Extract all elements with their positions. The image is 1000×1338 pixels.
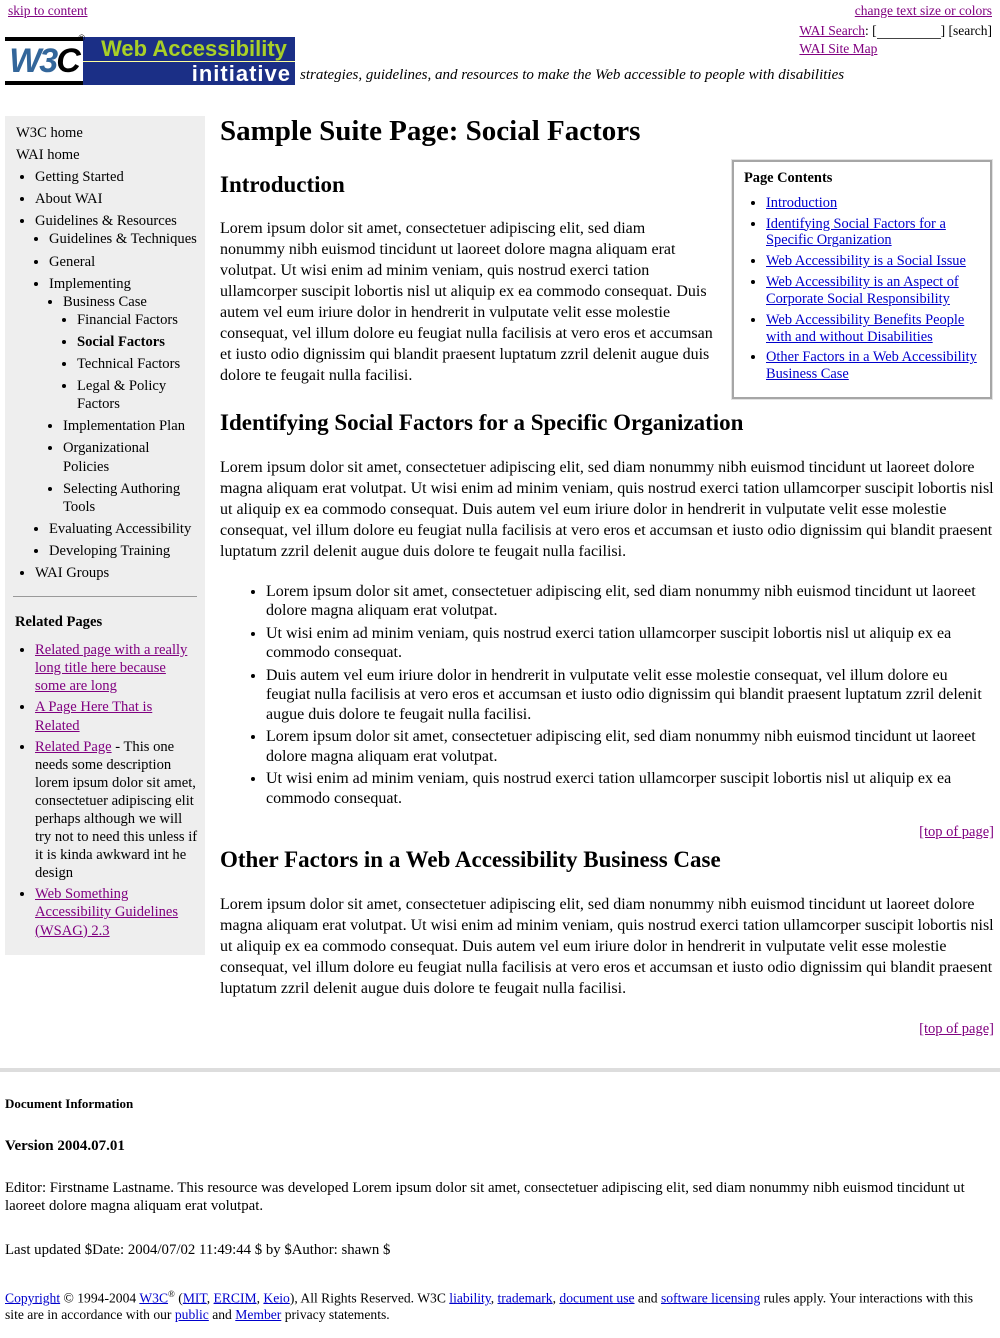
bullet-item: • Lorem ipsum dolor sit amet, consectetuer adipiscing elit, sed diam nonummy nibh euismod tincidunt ut laoreet dolore magna aliquam erat volutpat.	[266, 582, 994, 621]
related-pages-section	[11, 613, 199, 940]
wai-banner-line1: Web Accessibility	[101, 36, 287, 61]
mit-link[interactable]: MIT	[182, 1290, 207, 1306]
sidebar-item-implementing[interactable]	[49, 275, 199, 516]
sidebar-item-selecting-authoring-tools[interactable]	[63, 480, 199, 516]
copyright-text: ,	[552, 1290, 560, 1306]
home-links	[11, 124, 199, 164]
toc-item	[766, 349, 980, 383]
liability-link[interactable]: liability	[449, 1290, 491, 1306]
w3c-logo-w3: W3	[9, 41, 57, 80]
related-page-link[interactable]: Related Page	[35, 738, 112, 755]
sidebar-nav-list	[11, 168, 199, 582]
related-page-item	[35, 698, 199, 734]
registered-mark-icon: ®	[168, 1288, 175, 1299]
logo-row	[5, 33, 845, 86]
sidebar-sublist	[35, 230, 199, 560]
document-information-heading: Document Information	[5, 1095, 134, 1111]
bullet-item: • Ut wisi enim ad minim veniam, quis nostrud exerci tation ullamcorper suscipit lobortis nisl ut aliquip ex ea commodo consequat.	[266, 769, 994, 808]
sidebar-divider	[13, 596, 197, 597]
copyright-link[interactable]: Copyright	[5, 1290, 61, 1306]
top-of-page-link[interactable]: [top of page]	[919, 1020, 994, 1037]
identifying-bullet-list	[244, 582, 994, 809]
toc-item	[766, 253, 980, 270]
change-text-size-link[interactable]: change text size or colors	[854, 3, 992, 18]
wai-search-link[interactable]: WAI Search	[799, 23, 866, 38]
sidebar-item-wai-home[interactable]: WAI home	[16, 147, 80, 164]
sidebar-item-getting-started[interactable]	[35, 168, 199, 186]
sidebar-item-social-factors-current[interactable]	[77, 333, 199, 351]
sidebar-sublist	[63, 311, 199, 413]
copyright-line	[5, 1289, 992, 1325]
w3c-logo[interactable]	[5, 33, 85, 85]
sidebar-item-organizational-policies[interactable]	[63, 439, 199, 475]
page-contents-box	[732, 160, 992, 399]
toc-item	[766, 274, 980, 308]
sidebar-item-technical-factors[interactable]	[77, 355, 199, 373]
registered-mark-icon: ®	[78, 33, 85, 43]
sidebar-item-label[interactable]: Financial Factors	[77, 311, 178, 328]
search-open-bracket: : [	[865, 23, 877, 38]
toc-link-other-factors[interactable]: Other Factors in a Web Accessibility Business Case	[766, 349, 977, 383]
copyright-text: rules apply. Your interactions with this site are in accordance with our	[5, 1290, 974, 1323]
sidebar-item-wai-groups[interactable]	[35, 564, 199, 582]
search-input[interactable]	[877, 26, 941, 39]
sidebar-item-evaluating-accessibility[interactable]	[49, 520, 199, 538]
search-close-bracket: ]	[940, 23, 946, 38]
sidebar-item-label[interactable]: Guidelines & Techniques	[49, 231, 197, 248]
introduction-paragraph: Lorem ipsum dolor sit amet, consectetuer adipiscing elit, sed diam nonummy nibh euismod tincidunt ut laoreet dolore magna aliquam erat volutpat. Ut wisi enim ad minim veniam, quis nostrud exerci tation ullamcorper suscipit lobortis nisl ut aliquip ex ea commodo consequat. Duis autem vel eum iriure dolor in hendrerit in vulputate velit esse molestie consequat, vel illum dolore eu feugiat nulla facilisis at vero eros et accumsan et iusto odio dignissim qui blandit praesent luptatum zzril delenit augue duis dolore te feugait nulla facilisi.	[220, 220, 713, 385]
sidebar-item-general[interactable]	[49, 253, 199, 271]
related-page-link[interactable]: Related page with a really long title here because some are long	[35, 642, 188, 695]
keio-link[interactable]: Keio	[263, 1290, 290, 1306]
sidebar-nav	[5, 116, 205, 955]
section-heading-other-factors: Other Factors in a Web Accessibility Business Case	[220, 847, 721, 873]
copyright-text: and	[208, 1307, 236, 1323]
sidebar-item-label[interactable]: Selecting Authoring Tools	[63, 480, 181, 515]
identifying-paragraph: Lorem ipsum dolor sit amet, consectetuer adipiscing elit, sed diam nonummy nibh euismod tincidunt ut laoreet dolore magna aliquam erat volutpat. Ut wisi enim ad minim veniam, quis nostrud exerci tation ullamcorper suscipit lobortis nisl ut aliquip ex ea commodo consequat. Duis autem vel eum iriure dolor in hendrerit in vulputate velit esse molestie consequat, vel illum dolore eu feugiat nulla facilisis at vero eros et accumsan et iusto odio dignissim qui blandit praesent luptatum zzril delenit augue duis dolore te feugait nulla facilisi.	[220, 458, 994, 560]
wai-banner-line2: initiative	[191, 61, 291, 86]
related-page-link[interactable]: A Page Here That is Related	[35, 699, 153, 734]
trademark-link[interactable]: trademark	[497, 1290, 553, 1306]
toc-link-introduction[interactable]: Introduction	[766, 194, 838, 211]
sidebar-item-developing-training[interactable]	[49, 542, 199, 560]
sidebar-sublist	[49, 293, 199, 516]
copyright-text: and	[634, 1290, 661, 1306]
sidebar-item-label[interactable]: Implementing	[49, 275, 131, 292]
sidebar-item-business-case[interactable]	[63, 293, 199, 414]
editor-text: Editor: Firstname Lastname. This resource was developed Lorem ipsum dolor sit amet, consectetuer adipiscing elit, sed diam nonummy nibh euismod tincidunt ut laoreet dolore magna aliquam erat volutpat.	[5, 1179, 965, 1215]
version-text: Version 2004.07.01	[5, 1137, 125, 1154]
sidebar-item-label[interactable]: Getting Started	[35, 169, 124, 186]
copyright-text: ), All Rights Reserved. W3C	[289, 1290, 450, 1306]
related-page-item	[35, 885, 199, 939]
search-button[interactable]: [search]	[948, 23, 992, 38]
bullet-item: • Lorem ipsum dolor sit amet, consectetuer adipiscing elit, sed diam nonummy nibh euismod tincidunt ut laoreet dolore magna aliquam erat volutpat.	[266, 727, 994, 766]
section-heading-introduction: Introduction	[220, 171, 345, 197]
related-page-item	[35, 738, 199, 883]
top-of-page-row	[220, 824, 994, 841]
sidebar-item-label[interactable]: Evaluating Accessibility	[49, 520, 192, 537]
related-page-description: - This one needs some description lorem ipsum dolor sit amet, consectetuer adipiscing elit perhaps although we will try not to need this unless if it is kinda awkward int he design	[35, 738, 198, 882]
footer	[0, 1096, 1000, 1338]
sidebar-item-label[interactable]: Implementation Plan	[63, 418, 185, 435]
skip-to-content-link[interactable]: skip to content	[8, 3, 88, 18]
w3c-logo-c: C	[56, 41, 79, 80]
sidebar-item-label[interactable]: Legal & Policy Factors	[77, 378, 167, 413]
copyright-text: (	[174, 1290, 183, 1306]
sidebar-item-label[interactable]: General	[49, 253, 96, 270]
sidebar-item-label[interactable]: Developing Training	[49, 542, 171, 559]
related-pages-list	[11, 641, 199, 940]
sidebar-item-guidelines-techniques[interactable]	[49, 230, 199, 248]
ercim-link[interactable]: ERCIM	[213, 1290, 257, 1306]
toc-link-identifying[interactable]: Identifying Social Factors for a Specific Organization	[766, 215, 946, 249]
main-content	[220, 116, 994, 1038]
public-privacy-link[interactable]: public	[174, 1307, 209, 1323]
page-contents-list	[744, 195, 980, 383]
other-factors-paragraph: Lorem ipsum dolor sit amet, consectetuer adipiscing elit, sed diam nonummy nibh euismod tincidunt ut laoreet dolore magna aliquam erat volutpat. Ut wisi enim ad minim veniam, quis nostrud exerci tation ullamcorper suscipit lobortis nisl ut aliquip ex ea commodo consequat. Duis autem vel eum iriure dolor in hendrerit in vulputate velit esse molestie consequat, vel illum dolore eu feugiat nulla facilisis at vero eros et accumsan et iusto odio dignissim qui blandit praesent luptatum zzril delenit augue duis dolore te feugait nulla facilisi.	[220, 895, 994, 997]
sidebar-item-label[interactable]: Organizational Policies	[63, 440, 150, 475]
w3c-link[interactable]: W3C	[139, 1290, 169, 1306]
top-of-page-row	[220, 1021, 994, 1038]
sidebar-item-label[interactable]: Guidelines & Resources	[35, 213, 177, 230]
sidebar-item-about-wai[interactable]	[35, 190, 199, 208]
utility-bar	[0, 0, 1000, 20]
sidebar-item-label[interactable]: Technical Factors	[77, 356, 181, 373]
sidebar-item-label[interactable]: Social Factors	[77, 333, 165, 350]
related-page-link[interactable]: Web Something Accessibility Guidelines (WSAG) 2.3	[35, 886, 179, 939]
content-area	[0, 116, 1000, 1038]
sidebar-item-guidelines-resources[interactable]	[35, 212, 199, 560]
copyright-text: © 1994-2004	[60, 1290, 140, 1306]
related-pages-heading: Related Pages	[15, 614, 103, 631]
toc-link-social-issue[interactable]: Web Accessibility is a Social Issue	[766, 253, 966, 270]
sidebar-item-implementation-plan[interactable]	[63, 417, 199, 435]
copyright-text: ,	[490, 1290, 498, 1306]
copyright-text: privacy statements.	[281, 1307, 390, 1323]
sidebar-item-label[interactable]: WAI Groups	[35, 564, 110, 581]
bullet-item: • Duis autem vel eum iriure dolor in hendrerit in vulputate velit esse molestie consequat, vel illum dolore eu feugiat nulla facilisis at vero eros et accumsan et iusto odio dignissim qui blandit praesent luptatum zzril delenit augue duis dolore te feugait nulla facilisi.	[266, 666, 994, 725]
wai-banner-logo[interactable]	[83, 37, 295, 85]
toc-item	[766, 195, 980, 212]
sidebar-item-w3c-home[interactable]: W3C home	[16, 125, 83, 141]
page-contents-heading: Page Contents	[744, 169, 833, 186]
site-tagline: strategies, guidelines, and resources to make the Web accessible to people with disabilities	[300, 67, 845, 83]
toc-link-benefits[interactable]: Web Accessibility Benefits People with and without Disabilities	[766, 311, 965, 345]
last-updated-text: Last updated $Date: 2004/07/02 11:49:44 $ by $Author: shawn $	[5, 1241, 391, 1258]
member-privacy-link[interactable]: Member	[235, 1307, 282, 1323]
bullet-item: • Ut wisi enim ad minim veniam, quis nostrud exerci tation ullamcorper suscipit lobortis nisl ut aliquip ex ea commodo consequat.	[266, 624, 994, 663]
sidebar-item-label[interactable]: About WAI	[35, 191, 103, 208]
copyright-text: ,	[206, 1290, 214, 1306]
wai-site-map-link[interactable]: WAI Site Map	[799, 41, 878, 56]
toc-item	[766, 312, 980, 346]
related-page-item	[35, 641, 199, 695]
copyright-text: ,	[256, 1290, 264, 1306]
toc-link-csr[interactable]: Web Accessibility is an Aspect of Corporate Social Responsibility	[766, 274, 959, 307]
software-licensing-link[interactable]: software licensing	[660, 1290, 761, 1306]
site-header	[0, 20, 1000, 102]
section-heading-identifying: Identifying Social Factors for a Specific Organization	[220, 410, 744, 436]
document-use-link[interactable]: document use	[559, 1290, 635, 1306]
toc-item	[766, 216, 980, 250]
sidebar-item-legal-policy-factors[interactable]	[77, 377, 199, 413]
sidebar-item-label[interactable]: Business Case	[63, 293, 147, 310]
page-title: Sample Suite Page: Social Factors	[220, 115, 641, 147]
footer-divider	[0, 1068, 1000, 1072]
sidebar-item-financial-factors[interactable]	[77, 311, 199, 329]
top-of-page-link[interactable]: [top of page]	[919, 824, 994, 841]
